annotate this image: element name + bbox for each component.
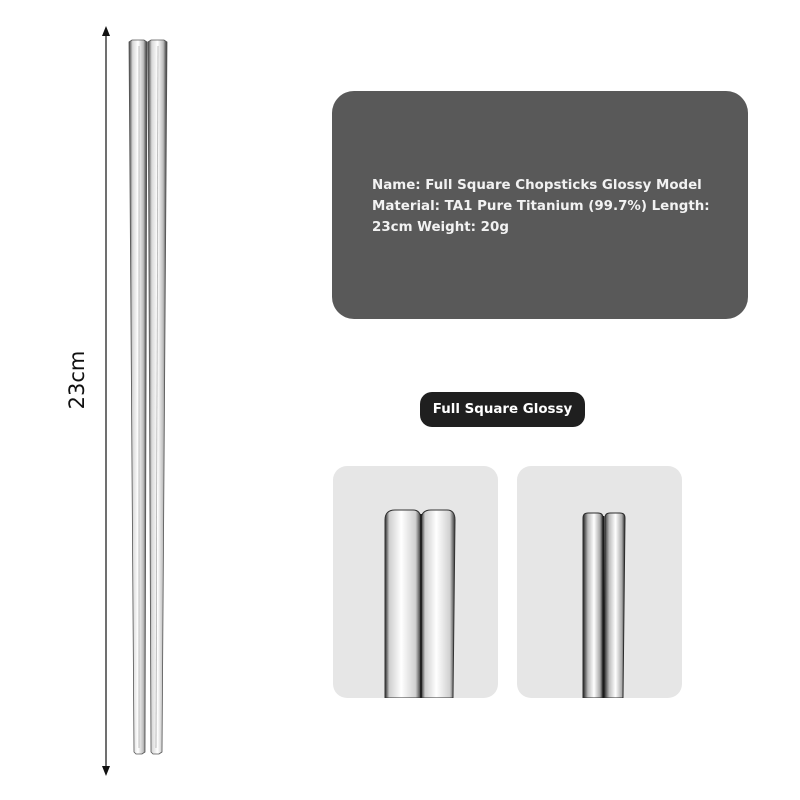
chopstick-side-closeup (517, 466, 682, 698)
product-info-card (332, 91, 748, 319)
chopsticks-image (124, 36, 174, 760)
dimension-label: 23cm (65, 350, 89, 410)
product-spec-text: Name: Full Square Chopsticks Glossy Model Material: TA1 Pure Titanium (99.7%) Length: 23cm Weight: 20g (372, 178, 710, 235)
detail-panel-side (517, 466, 682, 698)
detail-panel-front (333, 466, 498, 698)
model-label-badge: Full Square Glossy (420, 392, 585, 427)
dimension-arrow (98, 26, 114, 776)
chopstick-tips-closeup (333, 466, 498, 698)
